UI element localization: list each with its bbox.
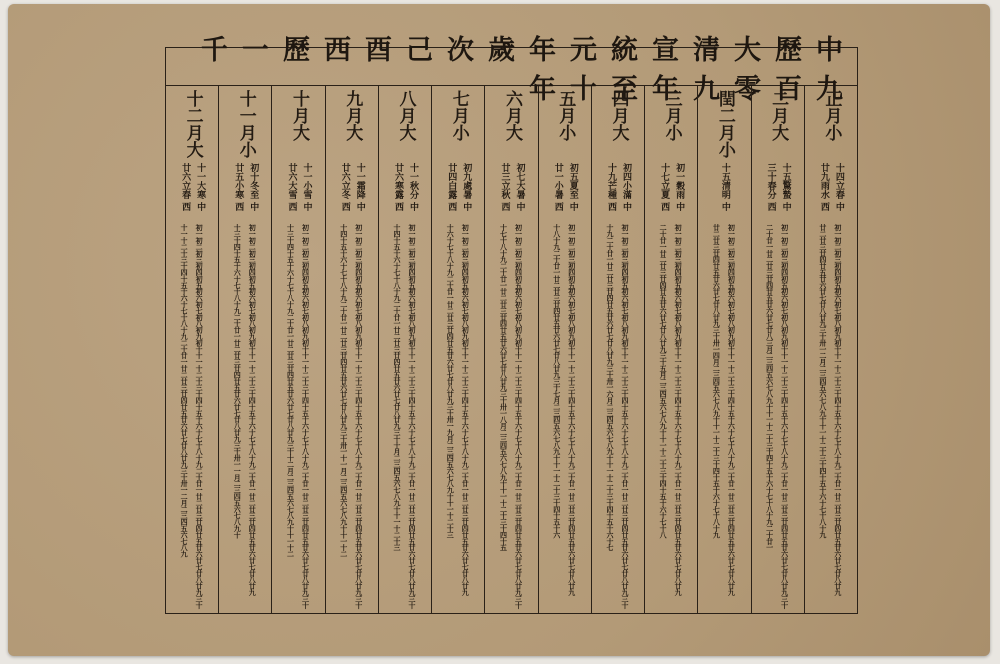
lunar-days: 初一初二初三初四初五初六初七初八初九初十十一十二十三十四十五十六十七十八十九二十廿一廿二廿三廿四廿五廿六廿七廿八廿九三十: [195, 224, 205, 609]
solar-term-label: 十一秋分: [408, 163, 418, 199]
western-dates: 十三十四十五十六十七十八十九二十廿一廿二廿三廿四廿五廿六廿七廿八廿九三十十二月二三四五六七八九十十一十二: [286, 224, 296, 557]
western-dates: 十九二十廿一廿二廿三廿四廿五廿六廿七廿八廿九三十卅一六月二三四五六七八九十十一十二十三十四十五十六十七: [605, 224, 615, 551]
day-lists: [698, 224, 750, 612]
solar-term-label: 三十春分: [765, 163, 776, 199]
calendar-marker: 中: [354, 202, 365, 212]
month-column: [431, 86, 484, 614]
calendar-marker: 西: [393, 202, 403, 212]
solar-term: [499, 163, 508, 211]
calendar-marker: 中: [248, 202, 259, 212]
month-name: 八月大: [395, 90, 416, 141]
solar-term: [287, 163, 296, 211]
lunar-days: 初一初二初三初四初五初六初七初八初九初十十一十二十三十四十五十六十七十八十九二十廿一廿二廿三廿四廿五廿六廿七廿八廿九三十: [514, 224, 524, 609]
month-column: [591, 86, 644, 614]
solar-term-label: 十九芒種: [605, 163, 616, 199]
calendar-marker: 西: [499, 202, 510, 212]
solar-term: [606, 163, 615, 211]
month-column: [218, 86, 271, 614]
solar-term-label: 十四立春: [833, 163, 844, 199]
calendar-marker: 中: [567, 202, 578, 212]
solar-term: [248, 163, 257, 211]
day-lists: [432, 224, 484, 612]
month-column: [644, 86, 697, 614]
solar-term: [446, 163, 455, 211]
solar-term-label: 初五夏至: [567, 163, 578, 199]
day-lists: [645, 224, 697, 612]
calendar-marker: 中: [408, 202, 418, 212]
calendar-marker: 中: [719, 202, 730, 212]
calendar-marker: 西: [605, 202, 616, 212]
month-name: 三月小: [661, 90, 682, 141]
solar-term-label: 廿六寒露: [393, 163, 403, 199]
solar-term-label: 廿六大雪: [286, 163, 297, 199]
solar-term: [393, 163, 402, 211]
western-dates: 十六十七十八十九二十廿一廿二廿三廿四廿五廿六廿七廿八廿九三十卅一九月二三四五六七八九十十一十二十三: [446, 224, 456, 538]
solar-term-label: 廿六立春: [180, 163, 191, 199]
calendar-marker: 中: [674, 202, 685, 212]
month-name: 六月大: [501, 90, 522, 141]
solar-term: [180, 163, 189, 211]
calendar-marker: 西: [659, 202, 670, 212]
day-lists: [752, 224, 804, 612]
day-lists: [379, 224, 431, 612]
lunar-days: 初一初二初三初四初五初六初七初八初九初十十一十二十三十四十五十六十七十八十九二十廿一廿二廿三廿四廿五廿六廿七廿八廿九三十: [408, 224, 417, 609]
month-column: [484, 86, 537, 614]
month-name: 四月大: [608, 90, 629, 141]
calendar-marker: 西: [765, 202, 776, 212]
lunar-days: 初一初二初三初四初五初六初七初八初九初十十一十二十三十四十五十六十七十八十九二十廿一廿二廿三廿四廿五廿六廿七廿八廿九三十: [780, 224, 790, 609]
western-dates: 廿二廿三廿四廿五廿六廿七廿八廿九三十卅一二月二三四五六七八九十十一十二十三十四十五十六十七十八十九: [818, 224, 828, 538]
solar-terms: [219, 163, 271, 211]
western-dates: 十四十五十六十七十八十九二十廿一廿二廿三廿四廿五廿六廿七廿八廿九三十卅一十一月二三四五六七八九十十一十二: [339, 224, 349, 557]
month-column: [378, 86, 431, 614]
lunar-days: 初一初二初三初四初五初六初七初八初九初十十一十二十三十四十五十六十七十八十九二十廿一廿二廿三廿四廿五廿六廿七廿八廿九三十: [301, 224, 311, 609]
solar-term-label: 初七大暑: [514, 163, 525, 199]
solar-terms: [326, 163, 378, 211]
solar-term: [659, 163, 668, 211]
month-name: 九月大: [342, 90, 363, 141]
calendar-marker: 中: [620, 202, 631, 212]
calendar-marker: 西: [818, 202, 829, 212]
lunar-days: 初一初二初三初四初五初六初七初八初九初十十一十二十三十四十五十六十七十八十九二十廿一廿二廿三廿四廿五廿六廿七廿八廿九: [833, 224, 843, 596]
solar-term: [355, 163, 364, 211]
solar-term-label: 廿四白露: [446, 163, 457, 199]
calendar-marker: 西: [180, 202, 191, 212]
solar-terms: [805, 163, 857, 211]
day-lists: [219, 224, 271, 612]
solar-term-label: 廿五小寒: [233, 163, 244, 199]
solar-term-label: 廿一小暑: [552, 163, 563, 199]
calendar-table: [165, 34, 858, 614]
calendar-marker: 中: [514, 202, 525, 212]
western-dates: 十三十四十五十六十七十八十九二十廿一廿二廿三廿四廿五廿六廿七廿八廿九三十卅一一月二三四五六七八九十: [233, 224, 243, 538]
lunar-days: 初一初二初三初四初五初六初七初八初九初十十一十二十三十四十五十六十七十八十九二十廿一廿二廿三廿四廿五廿六廿七廿八廿九: [674, 224, 684, 596]
lunar-days: 初一初二初三初四初五初六初七初八初九初十十一十二十三十四十五十六十七十八十九二十廿一廿二廿三廿四廿五廿六廿七廿八廿九: [248, 224, 258, 596]
lunar-days: 初一初二初三初四初五初六初七初八初九初十十一十二十三十四十五十六十七十八十九二十廿一廿二廿三廿四廿五廿六廿七廿八廿九三十: [354, 224, 364, 609]
calendar-title: 中歷大清宣統元年歲次己酉西歷一千九百零九年至十年: [166, 48, 857, 86]
solar-term: [781, 163, 790, 211]
solar-term-label: 十一大寒: [195, 163, 206, 199]
solar-term: [621, 163, 630, 211]
solar-term: [514, 163, 523, 211]
month-name: 十月大: [289, 90, 310, 141]
day-lists: [592, 224, 644, 612]
solar-term: [408, 163, 417, 211]
western-dates: 十八十九二十廿一廿二廿三廿四廿五廿六廿七廿八廿九三十七月二三四五六七八九十十一十二十三十四十五十六: [552, 224, 562, 538]
calendar-marker: 西: [233, 202, 244, 212]
solar-terms: [432, 163, 484, 211]
day-lists: [272, 224, 324, 612]
solar-terms: [752, 163, 804, 211]
solar-term: [720, 163, 729, 211]
western-dates: 二十廿一廿二廿三廿四廿五廿六廿七廿八廿九三十五月二三四五六七八九十十一十二十三十四十五十六十七十八: [659, 224, 669, 538]
lunar-days: 初一初二初三初四初五初六初七初八初九初十十一十二十三十四十五十六十七十八十九二十廿一廿二廿三廿四廿五廿六廿七廿八廿九三十: [620, 224, 630, 609]
day-lists: [326, 224, 378, 612]
solar-term: [834, 163, 843, 211]
calendar-marker: 西: [552, 202, 563, 212]
lunar-days: 初一初二初三初四初五初六初七初八初九初十十一十二十三十四十五十六十七十八十九二十廿一廿二廿三廿四廿五廿六廿七廿八廿九: [567, 224, 577, 596]
month-column: [166, 86, 218, 614]
solar-term-label: 初十冬至: [248, 163, 259, 199]
western-dates: 廿二廿三廿四廿五廿六廿七廿八廿九三十卅一四月二三四五六七八九十十一十二十三十四十五十六十七十八十九: [712, 224, 722, 538]
month-name: 十二月大: [182, 90, 203, 158]
solar-term-label: 初四小滿: [620, 163, 631, 199]
calendar-marker: 西: [286, 202, 297, 212]
western-dates: 十一十二十三十四十五十六十七十八十九二十廿一廿二廿三廿四廿五廿六廿七廿八廿九三十卅一二月二三四五六七八九: [180, 224, 190, 557]
solar-term-label: 十七立夏: [659, 163, 670, 199]
day-lists: [539, 224, 591, 612]
solar-terms: [645, 163, 697, 211]
solar-terms: [379, 163, 431, 211]
month-name: 五月小: [555, 90, 576, 141]
solar-term-label: 廿六立冬: [339, 163, 350, 199]
month-name: 正月小: [821, 90, 842, 141]
solar-term-label: 十五清明: [719, 163, 730, 199]
solar-term: [461, 163, 470, 211]
solar-term-label: 廿三立秋: [499, 163, 510, 199]
month-name: 七月小: [448, 90, 469, 141]
month-columns: [166, 86, 857, 614]
month-column: [804, 86, 857, 614]
month-column: [538, 86, 591, 614]
calendar-marker: 中: [195, 202, 206, 212]
solar-term-label: 初九處暑: [461, 163, 472, 199]
solar-term: [302, 163, 311, 211]
month-name: 閏二月小: [714, 90, 735, 158]
solar-term: [340, 163, 349, 211]
lunar-days: 初一初二初三初四初五初六初七初八初九初十十一十二十三十四十五十六十七十八十九二十廿一廿二廿三廿四廿五廿六廿七廿八廿九: [727, 224, 737, 596]
calendar-card: [8, 4, 990, 656]
calendar-marker: 中: [833, 202, 844, 212]
solar-terms: [485, 163, 537, 211]
solar-term: [819, 163, 828, 211]
calendar-marker: 中: [780, 202, 791, 212]
solar-terms: [698, 163, 750, 211]
solar-term: [195, 163, 204, 211]
month-column: [751, 86, 804, 614]
calendar-marker: 中: [461, 202, 472, 212]
western-dates: 十四十五十六十七十八十九二十廿一廿二廿三廿四廿五廿六廿七廿八廿九三十十月二三四五六七八九十十一十二十三: [393, 224, 402, 551]
solar-term-label: 廿九雨水: [818, 163, 829, 199]
western-dates: 十七十八十九二十廿一廿二廿三廿四廿五廿六廿七廿八廿九三十卅一八月二三四五六七八九十十一十二十三十四十五: [499, 224, 509, 551]
calendar-marker: 西: [446, 202, 457, 212]
solar-term: [553, 163, 562, 211]
solar-term-label: 十一霜降: [354, 163, 365, 199]
solar-terms: [592, 163, 644, 211]
solar-term: [568, 163, 577, 211]
solar-terms: [272, 163, 324, 211]
day-lists: [485, 224, 537, 612]
solar-term-label: 十一小雪: [301, 163, 312, 199]
month-column: [325, 86, 378, 614]
calendar-marker: 西: [339, 202, 350, 212]
solar-term: [674, 163, 683, 211]
calendar-marker: 中: [301, 202, 312, 212]
solar-terms: [539, 163, 591, 211]
western-dates: 二十廿一廿二廿三廿四廿五廿六廿七廿八三月二三四五六七八九十十一十二十三十四十五十六十七十八十九二十廿一: [765, 224, 775, 551]
lunar-days: 初一初二初三初四初五初六初七初八初九初十十一十二十三十四十五十六十七十八十九二十廿一廿二廿三廿四廿五廿六廿七廿八廿九: [461, 224, 471, 596]
solar-term: [233, 163, 242, 211]
month-column: [697, 86, 750, 614]
month-column: [271, 86, 324, 614]
month-name: 二月大: [768, 90, 789, 141]
solar-term: [766, 163, 775, 211]
solar-term-label: 初一穀雨: [674, 163, 685, 199]
day-lists: [805, 224, 857, 612]
solar-terms: [166, 163, 218, 211]
day-lists: [166, 224, 218, 612]
solar-term-label: 十五驚蟄: [780, 163, 791, 199]
month-name: 十一月小: [235, 90, 256, 158]
